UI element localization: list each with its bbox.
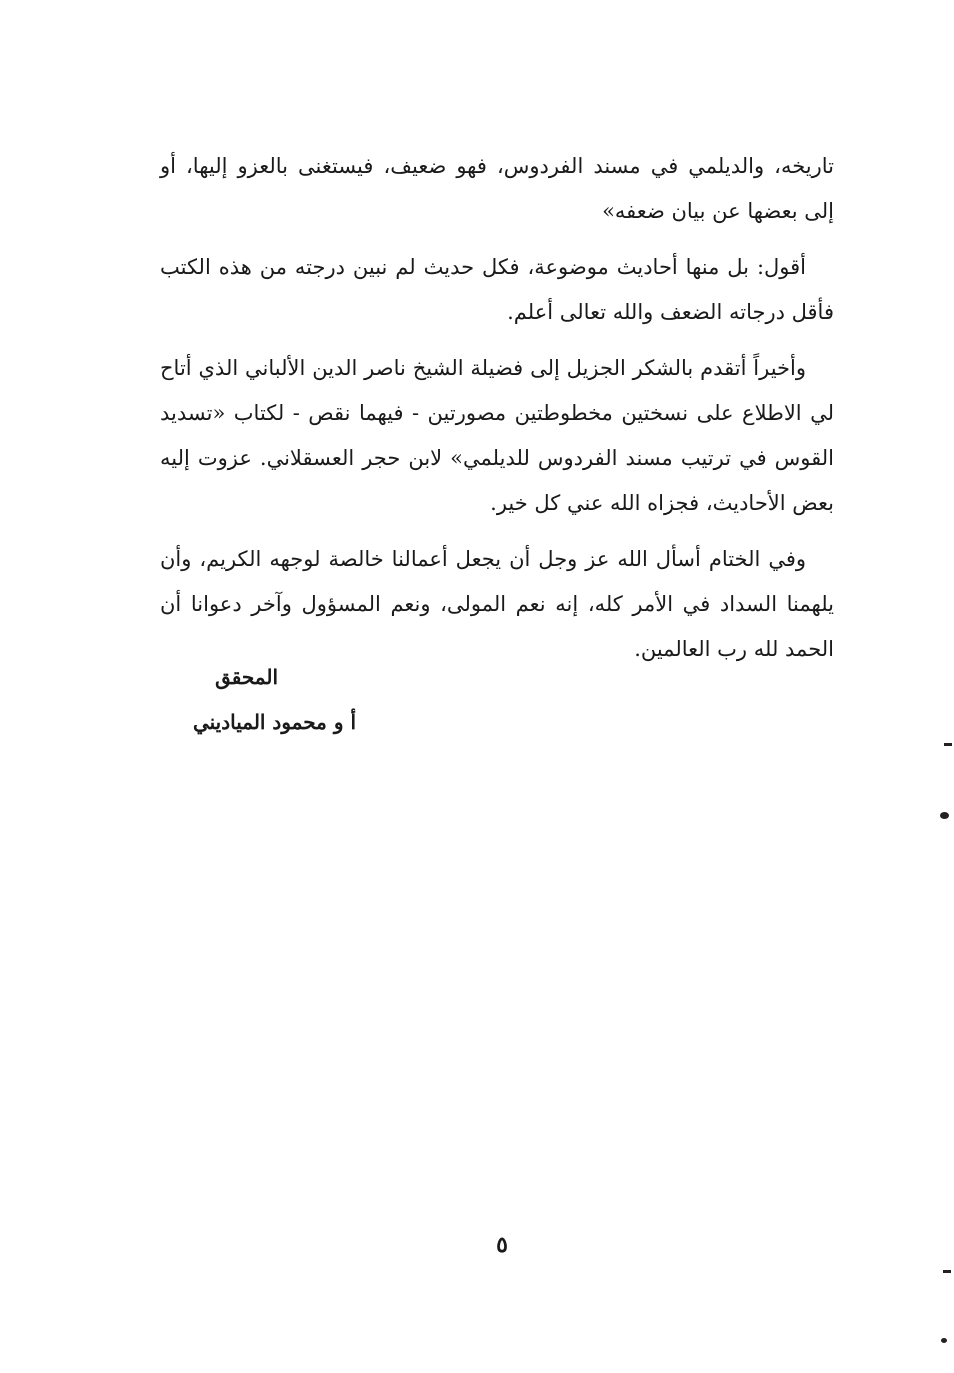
scan-artifact-mark bbox=[940, 812, 949, 819]
paragraph-4: وفي الختام أسأل الله عز وجل أن يجعل أعمالنا خالصة لوجهه الكريم، وأن يلهمنا السداد في الأمر كله، إنه نعم المولى، ونعم المسؤول وآخر دعوانا أن الحمد لله رب العالمين. bbox=[160, 547, 834, 661]
paragraph-1: تاريخه، والديلمي في مسند الفردوس، فهو ضعيف، فيستغنى بالعزو إليها، أو إلى بعضها عن بيان ضعفه» bbox=[160, 154, 834, 223]
signature-name: أ و محمود المياديني bbox=[192, 710, 356, 734]
signature-role: المحقق bbox=[215, 665, 278, 689]
page-number: ٥ bbox=[496, 1232, 508, 1258]
paragraph-2: أقول: بل منها أحاديث موضوعة، فكل حديث لم نبين درجته من هذه الكتب فأقل درجاته الضعف والله تعالى أعلم. bbox=[160, 255, 834, 324]
signature-block bbox=[186, 655, 356, 745]
body-text bbox=[160, 144, 834, 683]
scan-artifact-mark bbox=[943, 1270, 951, 1273]
paragraph-3: وأخيراً أتقدم بالشكر الجزيل إلى فضيلة الشيخ ناصر الدين الألباني الذي أتاح لي الاطلاع على نسختين مخطوطتين مصورتين - فيهما نقص - لكتاب «تسديد القوس في ترتيب مسند الفردوس للديلمي» لابن حجر العسقلاني. عزوت إليه بعض الأحاديث، فجزاه الله عني كل خير. bbox=[160, 356, 834, 515]
scan-artifact-mark bbox=[941, 1338, 947, 1343]
scan-artifact-mark bbox=[944, 743, 952, 746]
